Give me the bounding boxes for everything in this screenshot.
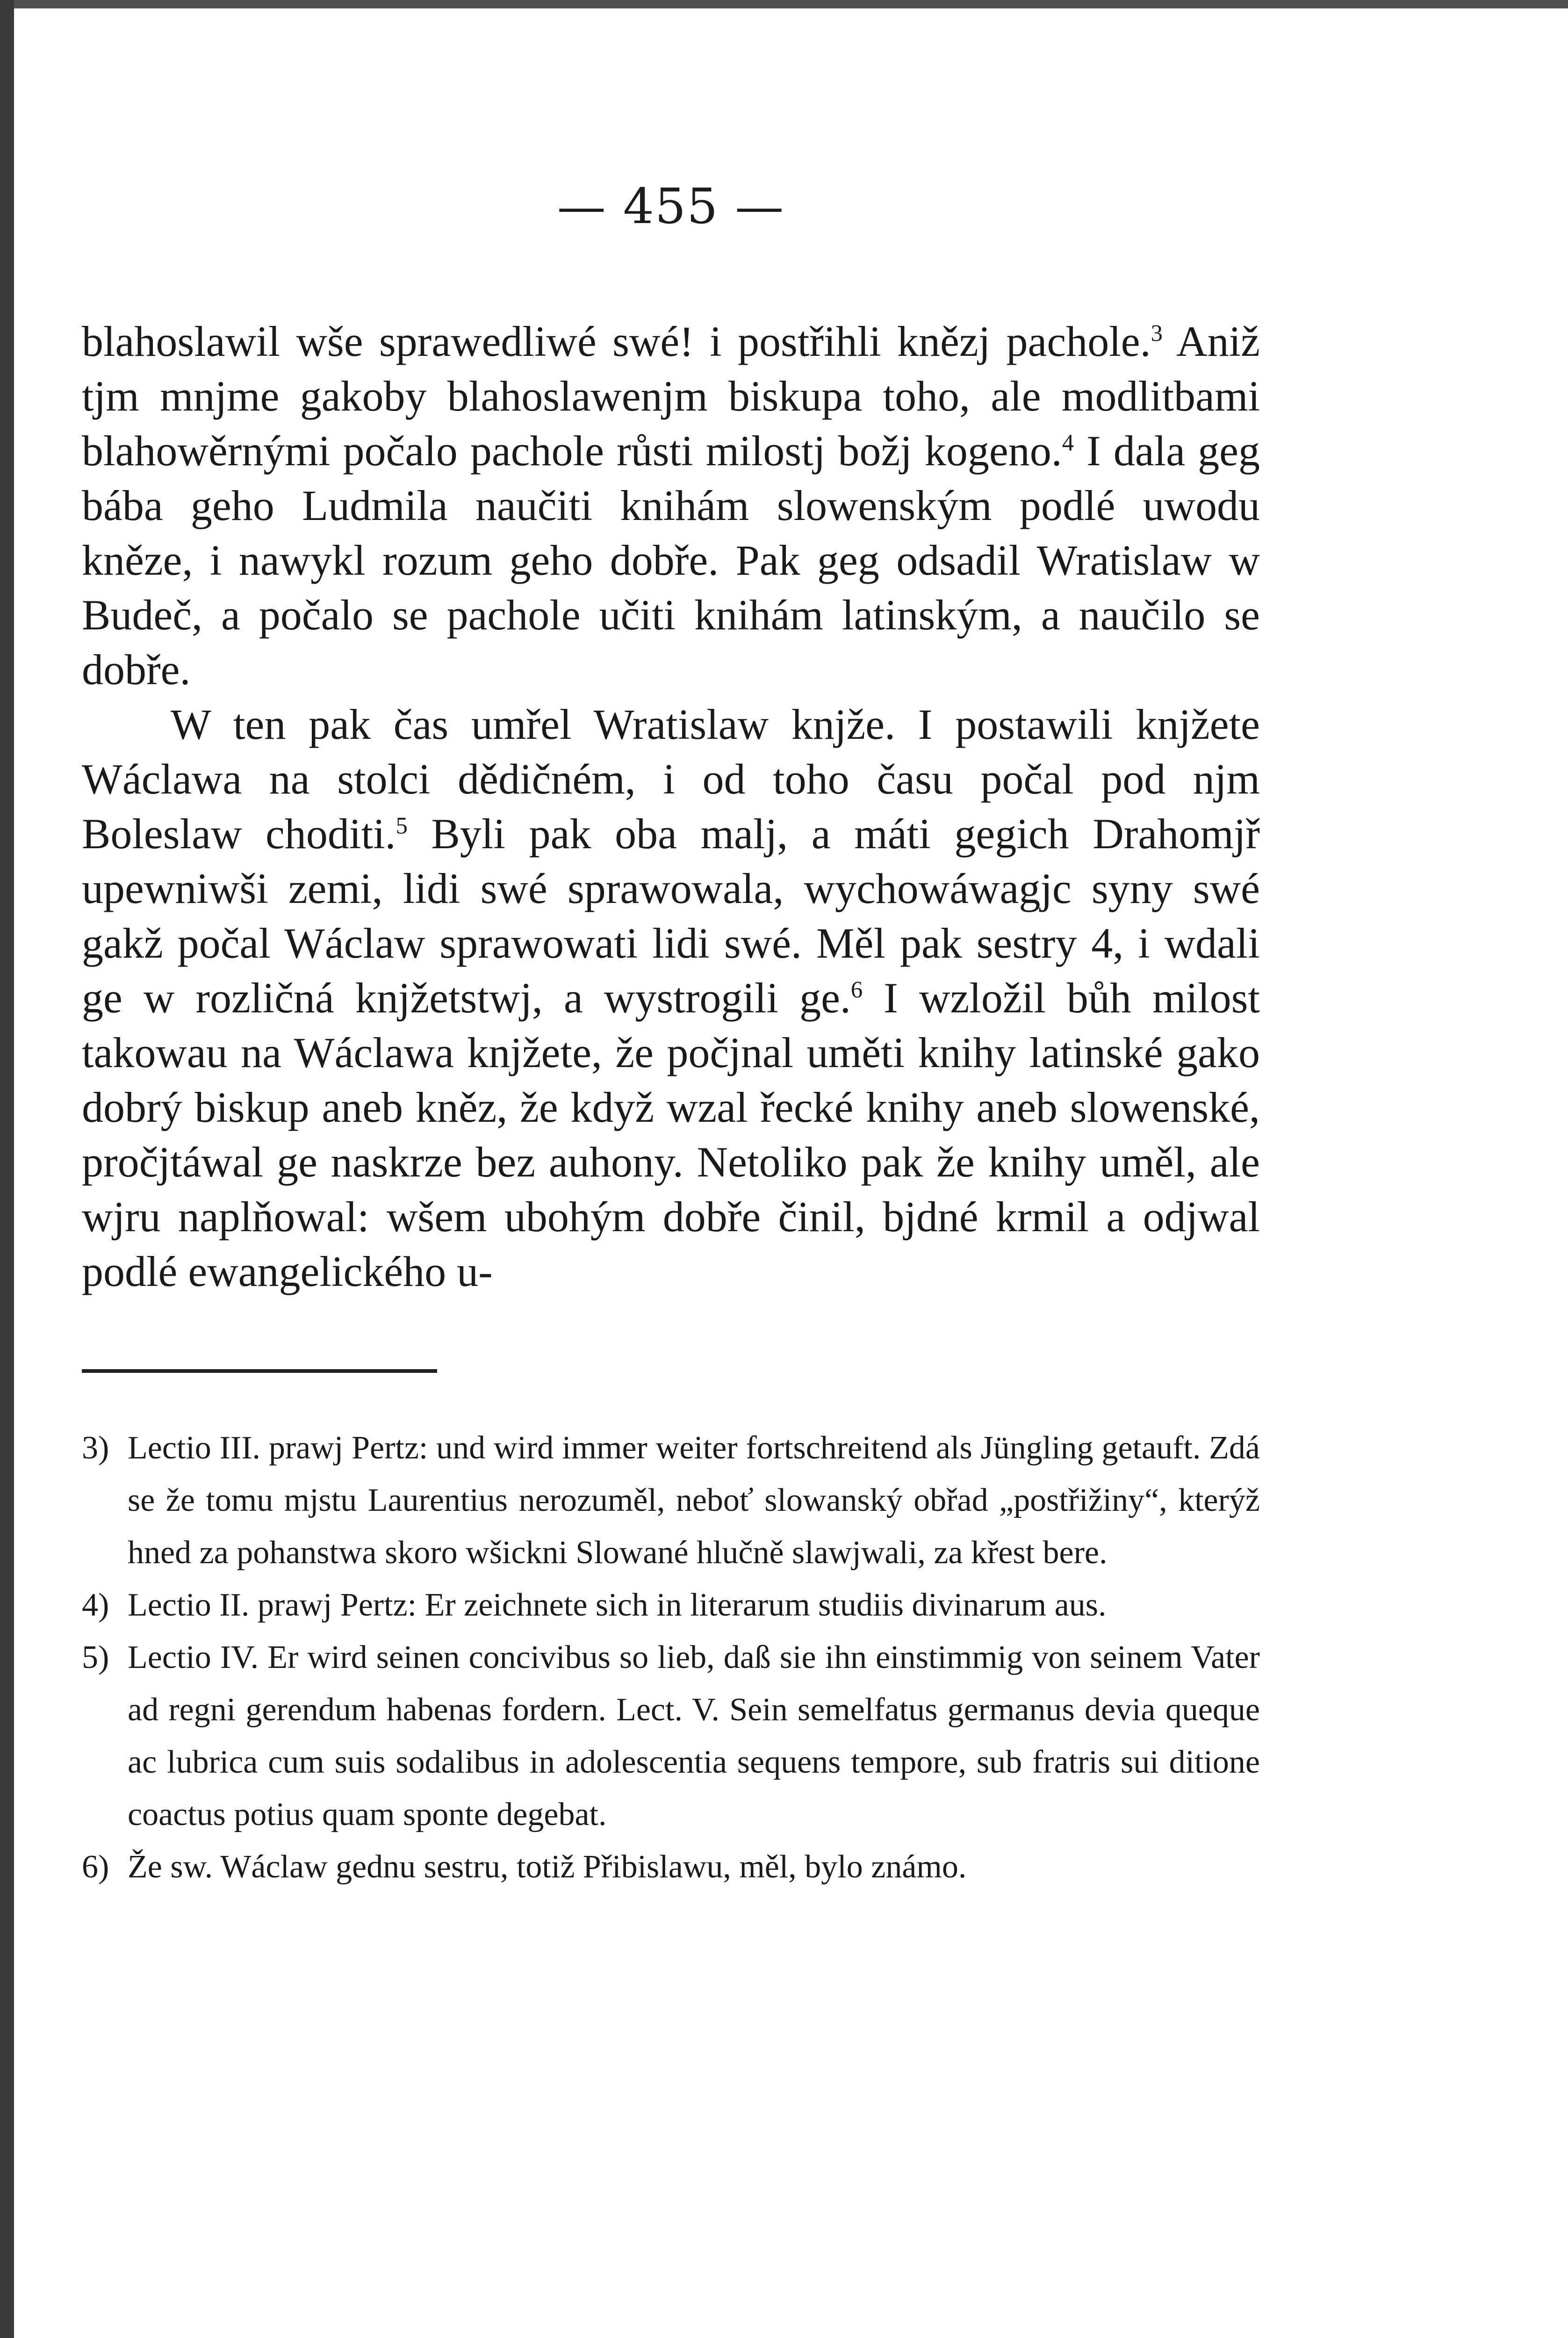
main-text [82,314,1260,1299]
scan-edge-top [14,0,1568,8]
text-segment: Byli pak oba malj, a máti gegich Drahomjř upewniwši zemi, lidi swé sprawowala, wychowáwagjc syny swé gakž počal Wáclaw sprawowati lidi swé. Měl pak sestry 4, i wdali ge w rozličná knjžetstwj, a wystrogili ge. [82,810,1260,1022]
footnote-4 [82,1579,1260,1631]
footnote-ref: 3 [1151,320,1163,346]
footnote-ref: 5 [396,812,408,839]
footnote-text: Lectio IV. Er wird seinen concivibus so lieb, daß sie ihn einstimmig von seinem Vater ad regni gerendum habenas fordern. Lect. V. Sein semelfatus germanus devia queque ac lubrica cum suis sodalibus in adolescentia sequens tempore, sub fratris sui ditione coactus potius quam sponte degebat. [128,1639,1260,1833]
footnote-6 [82,1841,1260,1893]
footnote-text: Lectio III. prawj Pertz: und wird immer weiter fortschreitend als Jüngling getauft. Zdá se že tomu mjstu Laurentius nerozuměl, neboť slowanský obřad „postřižiny“, kterýž hned za pohanstwa skoro wšickni Slowané hlučně slawjwali, za křest bere. [128,1430,1260,1571]
text-segment: W ten pak čas umřel Wratislaw knjže. I postawili knjžete Wáclawa na stolci dědičném, i od toho času počal pod njm Boleslaw choditi. [82,700,1260,858]
text-segment: Aniž tjm mnjme gakoby blahoslawenjm biskupa toho, ale modlitbami blahowěrnými počalo pachole růsti milostj božj kogeno. [82,318,1260,475]
footnote-mark: 6) [82,1849,109,1885]
footnote-mark: 3) [82,1430,109,1466]
footnote-5 [82,1631,1260,1841]
footnote-3 [82,1422,1260,1579]
text-segment: I dala geg bába geho Ludmila naučiti knihám slowenským podlé uwodu kněze, i nawykl rozum geho dobře. Pak geg odsadil Wratislaw w Budeč, a počalo se pachole učiti knihám latinským, a naučilo se dobře. [82,427,1260,693]
footnote-divider [82,1369,437,1373]
footnote-ref: 4 [1062,429,1074,456]
page-number: — 455 — [557,178,785,235]
paragraph [82,697,1260,1299]
footnote-text: Lectio II. prawj Pertz: Er zeichnete sich in literarum studiis divinarum aus. [128,1587,1107,1623]
text-segment: blahoslawil wše sprawedliwé swé! i postřihli knězj pachole. [82,318,1151,365]
text-segment: I wzložil bůh milost takowau na Wáclawa knjžete, že počjnal uměti knihy latinské gako dobrý biskup aneb kněz, že když wzal řecké knihy aneb slowenské, pročjtáwal ge naskrze bez auhony. Netoliko pak že knihy uměl, ale wjru naplňowal: wšem ubohým dobře činil, bjdné krmil a odjwal podlé ewangelického u- [82,974,1260,1295]
scan-edge-left [0,0,14,2338]
footnote-ref: 6 [850,976,863,1003]
footnotes [82,1422,1260,1893]
paragraph [82,314,1260,697]
footnote-mark: 4) [82,1587,109,1623]
book-page [82,178,1260,1893]
footnote-text: Že sw. Wáclaw gednu sestru, totiž Přibislawu, měl, bylo známo. [128,1849,967,1885]
footnote-mark: 5) [82,1639,109,1675]
